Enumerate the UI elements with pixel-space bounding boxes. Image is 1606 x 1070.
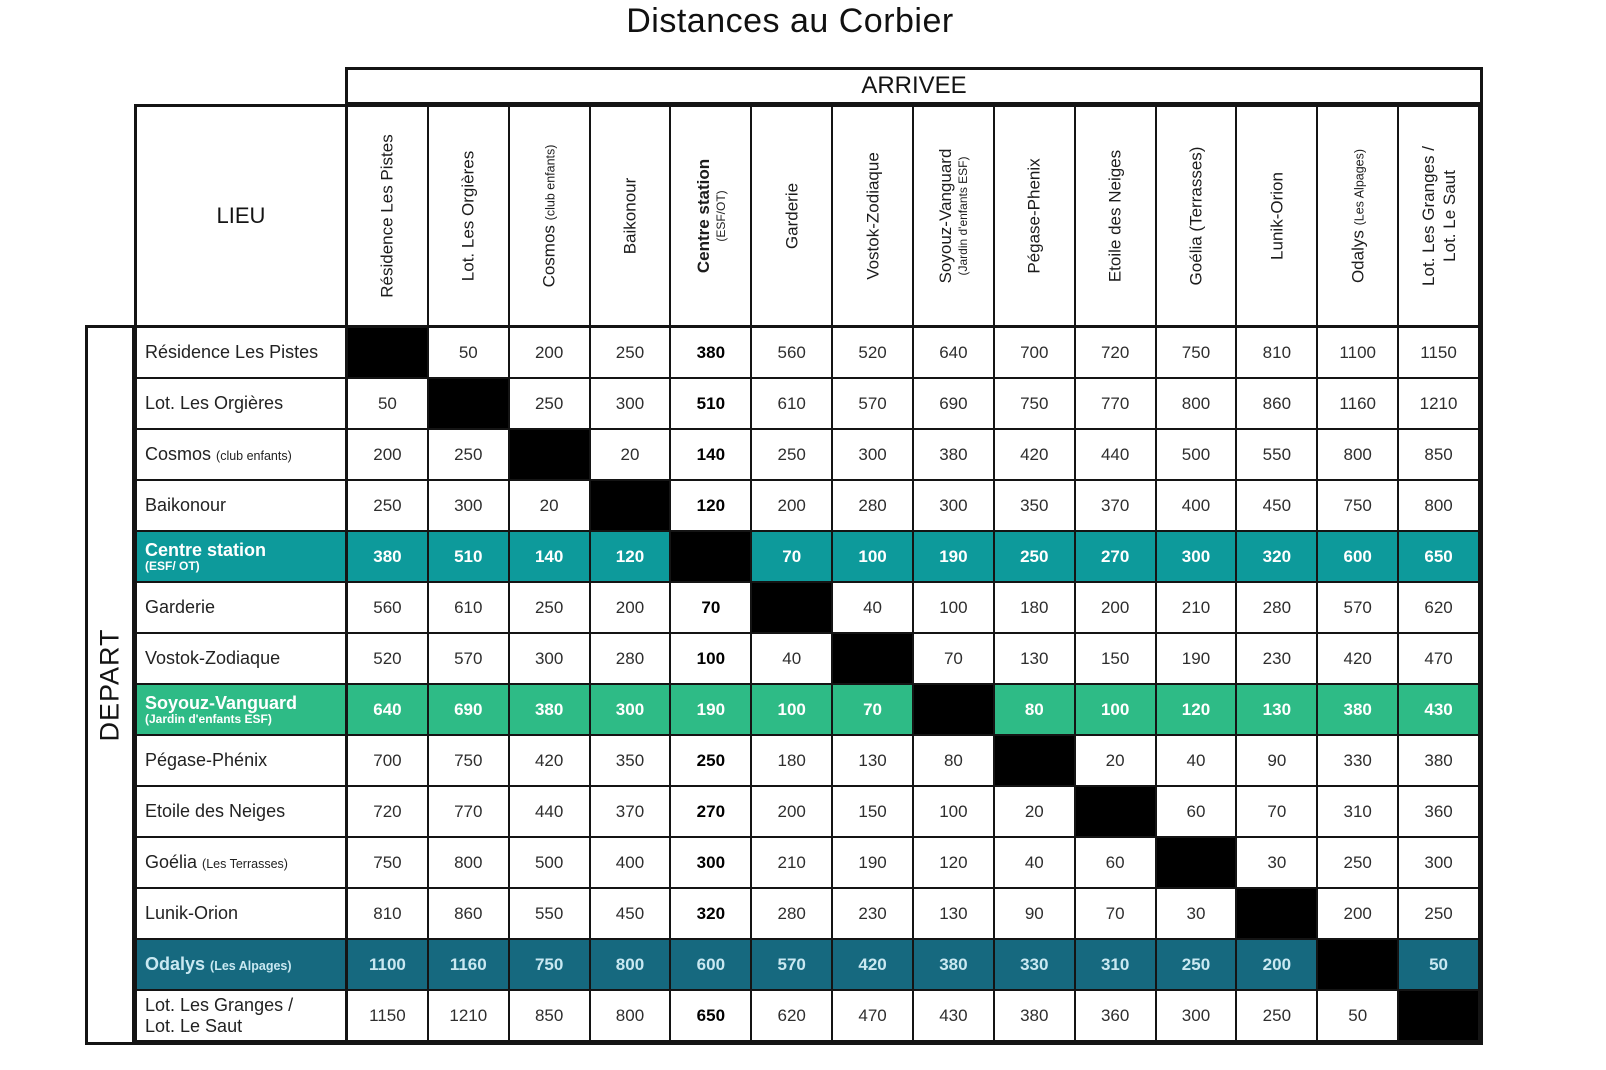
distance-cell: 60 (1157, 787, 1238, 838)
column-header: Baikonour (591, 107, 672, 328)
distance-cell: 70 (671, 583, 752, 634)
distance-cell: 770 (429, 787, 510, 838)
distance-cell: 280 (833, 481, 914, 532)
row-header: Goélia (Les Terrasses) (137, 838, 348, 889)
distance-cell: 300 (1157, 532, 1238, 583)
distance-cell: 570 (833, 379, 914, 430)
distance-cell: 300 (914, 481, 995, 532)
distance-cell: 100 (671, 634, 752, 685)
column-header: Goélia (Terrasses) (1157, 107, 1238, 328)
distance-cell: 690 (429, 685, 510, 736)
column-header: Soyouz-Vanguard (Jardin d'enfants ESF) (914, 107, 995, 328)
depart-group-header (85, 325, 135, 1045)
distance-cell: 30 (1157, 889, 1238, 940)
distance-cell: 20 (1076, 736, 1157, 787)
distance-cell: 470 (1399, 634, 1480, 685)
distance-cell: 250 (1399, 889, 1480, 940)
distance-cell: 100 (752, 685, 833, 736)
distance-cell: 200 (752, 481, 833, 532)
distance-cell: 270 (671, 787, 752, 838)
distance-cell: 850 (510, 991, 591, 1042)
distance-cell: 360 (1399, 787, 1480, 838)
distance-cell: 650 (1399, 532, 1480, 583)
distance-cell: 380 (1318, 685, 1399, 736)
distance-cell: 250 (510, 583, 591, 634)
diagonal-cell (1076, 787, 1157, 838)
lieu-header-cell: LIEU (137, 107, 348, 328)
distance-cell: 500 (1157, 430, 1238, 481)
column-header: Lunik-Orion (1237, 107, 1318, 328)
distance-cell: 100 (914, 787, 995, 838)
distance-cell: 40 (995, 838, 1076, 889)
row-header: Baikonour (137, 481, 348, 532)
distance-cell: 570 (429, 634, 510, 685)
distance-cell: 50 (1318, 991, 1399, 1042)
distance-cell: 570 (1318, 583, 1399, 634)
distance-cell: 800 (429, 838, 510, 889)
distance-cell: 200 (591, 583, 672, 634)
distance-cell: 40 (1157, 736, 1238, 787)
distance-cell: 70 (1237, 787, 1318, 838)
distance-cell: 330 (995, 940, 1076, 991)
distance-cell: 380 (348, 532, 429, 583)
distance-cell: 250 (1157, 940, 1238, 991)
column-header: Centre station (ESF/OT) (671, 107, 752, 328)
distance-cell: 50 (348, 379, 429, 430)
page-title: Distances au Corbier (626, 2, 954, 40)
distance-cell: 140 (510, 532, 591, 583)
distance-cell: 120 (1157, 685, 1238, 736)
distance-cell: 300 (1399, 838, 1480, 889)
distance-grid (134, 104, 1483, 1045)
distance-cell: 420 (833, 940, 914, 991)
distance-cell: 560 (348, 583, 429, 634)
distance-cell: 350 (591, 736, 672, 787)
distance-cell: 270 (1076, 532, 1157, 583)
distance-cell: 800 (1318, 430, 1399, 481)
row-header: Lunik-Orion (137, 889, 348, 940)
column-header: Garderie (752, 107, 833, 328)
diagonal-cell (510, 430, 591, 481)
arrivee-group-header (345, 67, 1483, 105)
distance-cell: 610 (752, 379, 833, 430)
distance-cell: 750 (348, 838, 429, 889)
distance-cell: 620 (1399, 583, 1480, 634)
distance-cell: 800 (591, 991, 672, 1042)
distance-cell: 100 (1076, 685, 1157, 736)
column-header: Vostok-Zodiaque (833, 107, 914, 328)
row-header: Cosmos (club enfants) (137, 430, 348, 481)
distance-cell: 250 (1237, 991, 1318, 1042)
distance-cell: 470 (833, 991, 914, 1042)
distance-cell: 770 (1076, 379, 1157, 430)
diagonal-cell (1237, 889, 1318, 940)
distance-cell: 200 (510, 328, 591, 379)
distance-cell: 860 (429, 889, 510, 940)
distance-cell: 70 (833, 685, 914, 736)
distance-cell: 520 (833, 328, 914, 379)
distance-cell: 380 (1399, 736, 1480, 787)
arrivee-label: ARRIVEE (861, 72, 967, 99)
distance-cell: 230 (833, 889, 914, 940)
column-header: Pégase-Phenix (995, 107, 1076, 328)
row-header: Lot. Les Granges / Lot. Le Saut (137, 991, 348, 1042)
distance-cell: 250 (752, 430, 833, 481)
distance-cell: 40 (833, 583, 914, 634)
distance-cell: 250 (591, 328, 672, 379)
distance-cell: 190 (914, 532, 995, 583)
distance-cell: 250 (995, 532, 1076, 583)
distance-cell: 280 (591, 634, 672, 685)
distance-cell: 200 (1318, 889, 1399, 940)
distance-cell: 500 (510, 838, 591, 889)
distance-cell: 1100 (1318, 328, 1399, 379)
distance-cell: 550 (1237, 430, 1318, 481)
distance-cell: 700 (995, 328, 1076, 379)
distance-cell: 190 (833, 838, 914, 889)
column-header: Odalys (Les Alpages) (1318, 107, 1399, 328)
distance-cell: 130 (833, 736, 914, 787)
distance-cell: 420 (1318, 634, 1399, 685)
distance-cell: 100 (833, 532, 914, 583)
distance-cell: 380 (510, 685, 591, 736)
distance-cell: 420 (510, 736, 591, 787)
distance-cell: 430 (1399, 685, 1480, 736)
distance-cell: 550 (510, 889, 591, 940)
distance-cell: 1150 (348, 991, 429, 1042)
distance-cell: 380 (914, 430, 995, 481)
distance-cell: 370 (591, 787, 672, 838)
distance-cell: 1100 (348, 940, 429, 991)
distance-cell: 50 (429, 328, 510, 379)
diagonal-cell (671, 532, 752, 583)
distance-cell: 850 (1399, 430, 1480, 481)
distance-cell: 620 (752, 991, 833, 1042)
distance-cell: 190 (671, 685, 752, 736)
distance-cell: 370 (1076, 481, 1157, 532)
distance-cell: 510 (671, 379, 752, 430)
distance-cell: 70 (1076, 889, 1157, 940)
distance-cell: 400 (1157, 481, 1238, 532)
distance-cell: 720 (348, 787, 429, 838)
distance-cell: 80 (914, 736, 995, 787)
distance-cell: 130 (914, 889, 995, 940)
column-header: Cosmos (club enfants) (510, 107, 591, 328)
column-header: Etoile des Neiges (1076, 107, 1157, 328)
distance-cell: 210 (1157, 583, 1238, 634)
distance-cell: 280 (1237, 583, 1318, 634)
distance-cell: 750 (510, 940, 591, 991)
diagonal-cell (348, 328, 429, 379)
distance-cell: 450 (591, 889, 672, 940)
distance-cell: 570 (752, 940, 833, 991)
diagonal-cell (1157, 838, 1238, 889)
distance-cell: 750 (995, 379, 1076, 430)
distance-cell: 430 (914, 991, 995, 1042)
distance-cell: 690 (914, 379, 995, 430)
distance-cell: 450 (1237, 481, 1318, 532)
distance-cell: 1150 (1399, 328, 1480, 379)
distance-cell: 150 (1076, 634, 1157, 685)
distance-cell: 80 (995, 685, 1076, 736)
distance-cell: 210 (752, 838, 833, 889)
distance-cell: 750 (429, 736, 510, 787)
diagonal-cell (914, 685, 995, 736)
row-header: Résidence Les Pistes (137, 328, 348, 379)
distance-cell: 30 (1237, 838, 1318, 889)
distance-cell: 440 (510, 787, 591, 838)
distance-cell: 90 (995, 889, 1076, 940)
distance-cell: 380 (914, 940, 995, 991)
distance-cell: 560 (752, 328, 833, 379)
distance-cell: 300 (591, 685, 672, 736)
row-header: Vostok-Zodiaque (137, 634, 348, 685)
distance-cell: 800 (1157, 379, 1238, 430)
distance-cell: 20 (995, 787, 1076, 838)
distance-cell: 140 (671, 430, 752, 481)
distance-cell: 510 (429, 532, 510, 583)
distance-cell: 40 (752, 634, 833, 685)
distance-cell: 1210 (1399, 379, 1480, 430)
distance-cell: 320 (1237, 532, 1318, 583)
distance-cell: 720 (1076, 328, 1157, 379)
distance-cell: 600 (1318, 532, 1399, 583)
distance-cell: 350 (995, 481, 1076, 532)
distance-cell: 250 (671, 736, 752, 787)
distance-cell: 650 (671, 991, 752, 1042)
distance-cell: 130 (995, 634, 1076, 685)
distance-cell: 150 (833, 787, 914, 838)
diagonal-cell (752, 583, 833, 634)
distance-cell: 230 (1237, 634, 1318, 685)
distance-cell: 300 (671, 838, 752, 889)
distance-cell: 200 (1237, 940, 1318, 991)
distance-cell: 180 (995, 583, 1076, 634)
distance-cell: 20 (510, 481, 591, 532)
column-header: Lot. Les Orgières (429, 107, 510, 328)
distance-cell: 860 (1237, 379, 1318, 430)
row-header: Odalys (Les Alpages) (137, 940, 348, 991)
distance-cell: 250 (348, 481, 429, 532)
distance-cell: 50 (1399, 940, 1480, 991)
distance-cell: 310 (1076, 940, 1157, 991)
distance-cell: 360 (1076, 991, 1157, 1042)
depart-label: DEPART (94, 628, 125, 742)
distance-cell: 120 (591, 532, 672, 583)
distance-cell: 1160 (1318, 379, 1399, 430)
distance-cell: 300 (1157, 991, 1238, 1042)
distance-cell: 380 (995, 991, 1076, 1042)
row-header: Etoile des Neiges (137, 787, 348, 838)
diagonal-cell (591, 481, 672, 532)
distance-cell: 330 (1318, 736, 1399, 787)
distance-cell: 1210 (429, 991, 510, 1042)
distance-cell: 180 (752, 736, 833, 787)
row-header: Garderie (137, 583, 348, 634)
distance-cell: 90 (1237, 736, 1318, 787)
diagonal-cell (429, 379, 510, 430)
distance-cell: 60 (1076, 838, 1157, 889)
distance-cell: 250 (429, 430, 510, 481)
distance-cell: 400 (591, 838, 672, 889)
diagonal-cell (1318, 940, 1399, 991)
distance-cell: 300 (591, 379, 672, 430)
distance-cell: 520 (348, 634, 429, 685)
distance-cell: 380 (671, 328, 752, 379)
distance-cell: 300 (833, 430, 914, 481)
distance-cell: 420 (995, 430, 1076, 481)
distance-cell: 800 (1399, 481, 1480, 532)
distance-cell: 120 (914, 838, 995, 889)
distance-cell: 190 (1157, 634, 1238, 685)
distance-cell: 70 (752, 532, 833, 583)
distance-cell: 700 (348, 736, 429, 787)
row-header: Centre station (ESF/ OT) (137, 532, 348, 583)
distance-cell: 250 (1318, 838, 1399, 889)
distance-cell: 1160 (429, 940, 510, 991)
distance-cell: 20 (591, 430, 672, 481)
distance-cell: 300 (510, 634, 591, 685)
distance-cell: 640 (348, 685, 429, 736)
column-header: Lot. Les Granges / Lot. Le Saut (1399, 107, 1480, 328)
distance-cell: 130 (1237, 685, 1318, 736)
distance-cell: 100 (914, 583, 995, 634)
distance-cell: 120 (671, 481, 752, 532)
row-header: Lot. Les Orgières (137, 379, 348, 430)
distance-cell: 810 (348, 889, 429, 940)
distance-cell: 610 (429, 583, 510, 634)
distance-cell: 300 (429, 481, 510, 532)
distance-cell: 810 (1237, 328, 1318, 379)
distance-cell: 200 (752, 787, 833, 838)
distance-cell: 250 (510, 379, 591, 430)
distance-cell: 280 (752, 889, 833, 940)
diagonal-cell (833, 634, 914, 685)
row-header: Pégase-Phénix (137, 736, 348, 787)
diagonal-cell (995, 736, 1076, 787)
distance-cell: 640 (914, 328, 995, 379)
distance-cell: 200 (348, 430, 429, 481)
distance-cell: 440 (1076, 430, 1157, 481)
distance-cell: 750 (1157, 328, 1238, 379)
row-header: Soyouz-Vanguard (Jardin d'enfants ESF) (137, 685, 348, 736)
distance-cell: 600 (671, 940, 752, 991)
distance-cell: 200 (1076, 583, 1157, 634)
distance-cell: 70 (914, 634, 995, 685)
column-header: Résidence Les Pistes (348, 107, 429, 328)
distance-cell: 750 (1318, 481, 1399, 532)
diagonal-cell (1399, 991, 1480, 1042)
distance-cell: 320 (671, 889, 752, 940)
distance-cell: 800 (591, 940, 672, 991)
distance-cell: 310 (1318, 787, 1399, 838)
